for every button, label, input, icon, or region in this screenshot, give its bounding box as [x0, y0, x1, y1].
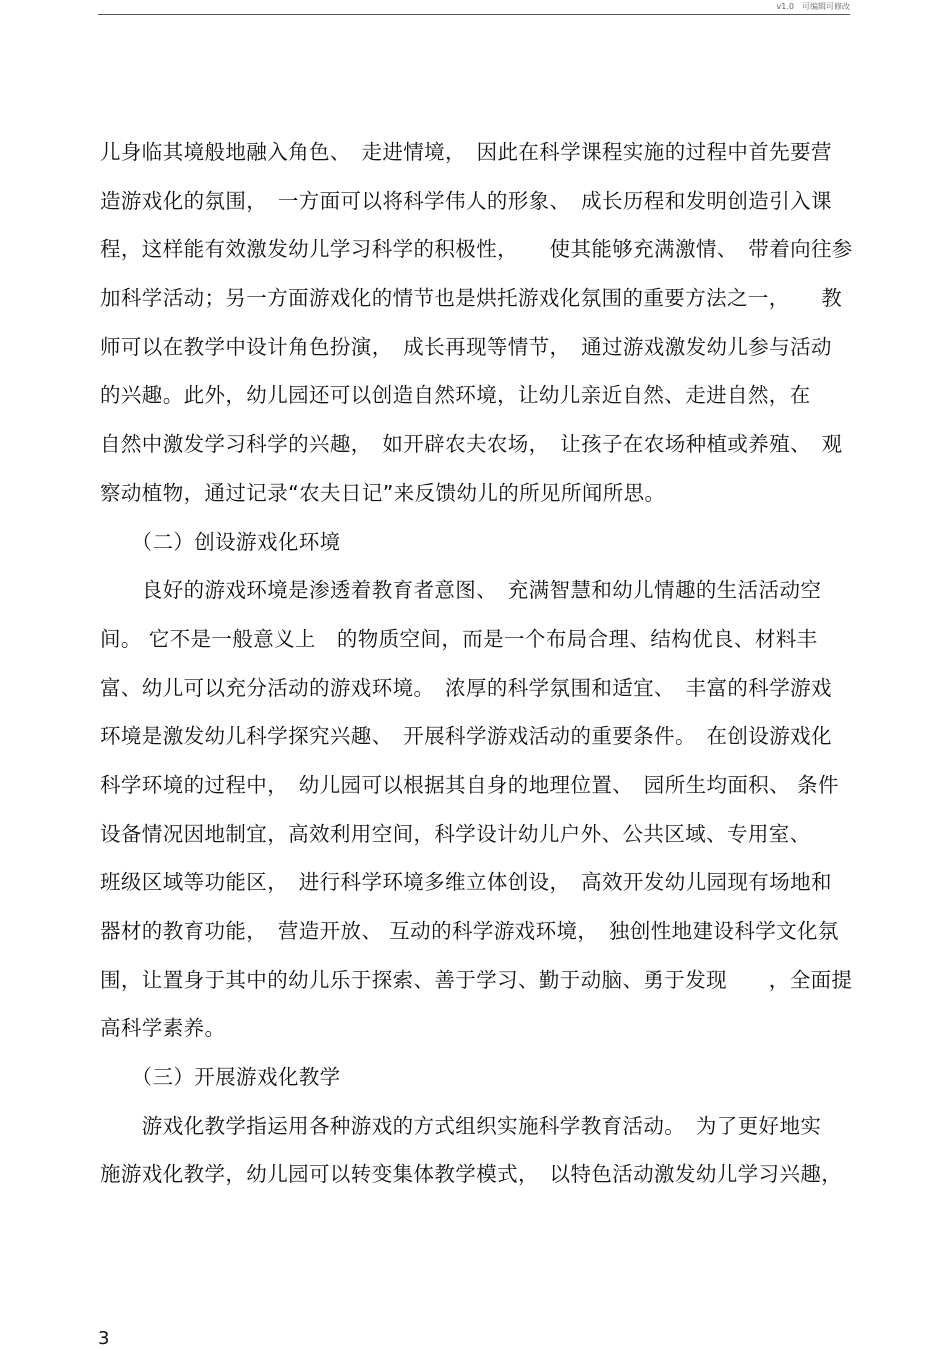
text-line: 造游戏化的氛围， 一方面可以将科学伟人的形象、 成长历程和发明创造引入课: [100, 188, 832, 213]
section-heading: （二）创设游戏化环境: [100, 529, 341, 554]
text-line: 高科学素养。: [100, 1016, 226, 1041]
text-line: 围，让置身于其中的幼儿乐于探索、善于学习、勤于动脑、勇于发现 ，全面提: [100, 967, 853, 992]
text-line: 自然中激发学习科学的兴趣， 如开辟农夫农场， 让孩子在农场种植或养殖、 观: [100, 432, 843, 457]
text-line: 游戏化教学指运用各种游戏的方式组织实施科学教育活动。 为了更好地实: [100, 1113, 822, 1138]
text-line: 器材的教育功能， 营造开放、 互动的科学游戏环境， 独创性地建设科学文化氛: [100, 919, 839, 943]
text-line: 施游戏化教学，幼儿园可以转变集体教学模式， 以特色活动激发幼儿学习兴趣，: [100, 1162, 843, 1187]
text-line: 师可以在教学中设计角色扮演， 成长再现等情节， 通过游戏激发幼儿参与活动: [100, 334, 832, 359]
text-line: 班级区域等功能区， 进行科学环境多维立体创设， 高效开发幼儿园现有场地和: [100, 870, 832, 895]
text-line: 富、幼儿可以充分活动的游戏环境。 浓厚的科学氛围和适宜、 丰富的科学游戏: [100, 675, 832, 700]
document-body: [100, 128, 860, 1199]
section-heading: （三）开展游戏化教学: [100, 1065, 341, 1090]
text-line: 间。 它不是一般意义上 的物质空间，而是一个布局合理、结构优良、材料丰: [100, 626, 818, 651]
text-line: 加科学活动；另一方面游戏化的情节也是烘托游戏化氛围的重要方法之一， 教: [100, 286, 843, 311]
header-divider: [98, 14, 850, 15]
text-line: 科学环境的过程中， 幼儿园可以根据其自身的地理位置、 园所生均面积、 条件: [100, 772, 839, 797]
page-number: 3: [98, 1328, 110, 1349]
page-header: v1.0 可编辑可修改: [776, 2, 850, 11]
text-line: 环境是激发幼儿科学探究兴趣、 开展科学游戏活动的重要条件。 在创设游戏化: [100, 724, 832, 749]
text-line: 察动植物，通过记录“农夫日记”来反馈幼儿的所见所闻所思。: [100, 480, 666, 505]
text-line: 设备情况因地制宜，高效利用空间，科学设计幼儿户外、公共区域、专用室、: [100, 821, 811, 846]
text-line: 良好的游戏环境是渗透着教育者意图、 充满智慧和幼儿情趣的生活活动空: [100, 578, 822, 603]
text-line: 的兴趣。此外，幼儿园还可以创造自然环境，让幼儿亲近自然、走进自然，在: [100, 383, 811, 408]
text-line: 儿身临其境般地融入角色、 走进情境， 因此在科学课程实施的过程中首先要营: [100, 140, 832, 164]
text-line: 程，这样能有效激发幼儿学习科学的积极性， 使其能够充满激情、 带着向往参: [100, 237, 853, 262]
